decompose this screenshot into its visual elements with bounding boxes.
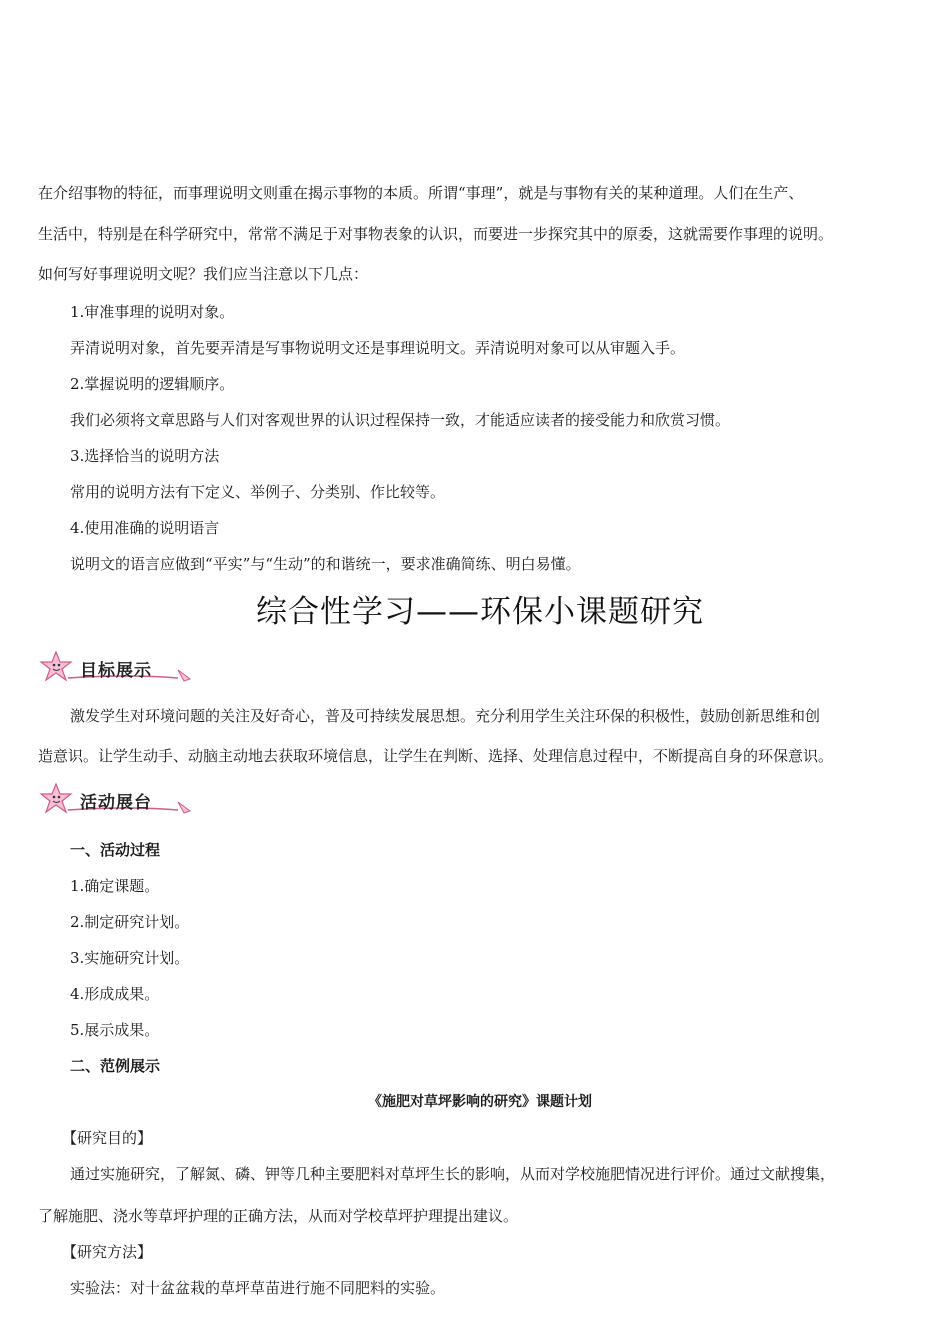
method-label: 【研究方法】 <box>62 1243 153 1261</box>
point-2-body: 我们必须将文章思路与人们对客观世界的认识过程保持一致，才能适应读者的接受能力和欣赏习惯。 <box>70 411 731 429</box>
point-4-heading: 4.使用准确的说明语言 <box>70 519 220 537</box>
plan-title: 《施肥对草坪影响的研究》课题计划 <box>368 1094 592 1110</box>
step-3: 3.实施研究计划。 <box>70 949 190 967</box>
step-4: 4.形成成果。 <box>70 985 160 1003</box>
purpose-line-2: 了解施肥、浇水等草坪护理的正确方法，从而对学校草坪护理提出建议。 <box>38 1207 519 1225</box>
goal-line-2: 造意识。让学生动手、动脑主动地去获取环境信息，让学生在判断、选择、处理信息过程中，不断提高自身的环保意识。 <box>38 747 834 765</box>
method-text: 实验法：对十盆盆栽的草坪草苗进行施不同肥料的实验。 <box>70 1279 446 1297</box>
purpose-label: 【研究目的】 <box>62 1129 153 1147</box>
step-1: 1.确定课题。 <box>70 877 160 895</box>
goal-line-1: 激发学生对环境问题的关注及好奇心，普及可持续发展思想。充分利用学生关注环保的积极性，鼓励创新思维和创 <box>70 707 821 725</box>
point-1-body: 弄清说明对象，首先要弄清是写事物说明文还是事理说明文。弄清说明对象可以从审题入手。 <box>70 339 686 357</box>
point-4-body: 说明文的语言应做到“平实”与“生动”的和谐统一，要求准确简练、明白易懂。 <box>70 555 581 573</box>
point-1-heading: 1.审准事理的说明对象。 <box>70 303 235 321</box>
activity-badge <box>38 780 198 820</box>
point-2-heading: 2.掌握说明的逻辑顺序。 <box>70 375 235 393</box>
step-5: 5.展示成果。 <box>70 1021 160 1039</box>
example-heading: 二、范例展示 <box>70 1057 161 1075</box>
activity-badge-label: 活动展台 <box>80 793 152 813</box>
intro-line-2: 生活中，特别是在科学研究中，常常不满足于对事物表象的认识，而要进一步探究其中的原委，这就需要作事理的说明。 <box>38 225 834 243</box>
goal-badge <box>38 648 198 688</box>
purpose-line-1: 通过实施研究，了解氮、磷、钾等几种主要肥料对草坪生长的影响，从而对学校施肥情况进行评价。通过文献搜集， <box>70 1165 836 1183</box>
point-3-heading: 3.选择恰当的说明方法 <box>70 447 220 465</box>
point-3-body: 常用的说明方法有下定义、举例子、分类别、作比较等。 <box>70 483 446 501</box>
step-2: 2.制定研究计划。 <box>70 913 190 931</box>
intro-line-1: 在介绍事物的特征，而事理说明文则重在揭示事物的本质。所谓“事理”，就是与事物有关的某种道理。人们在生产、 <box>38 184 804 202</box>
goal-badge-label: 目标展示 <box>80 661 152 681</box>
process-heading: 一、活动过程 <box>70 841 161 859</box>
intro-line-3: 如何写好事理说明文呢？我们应当注意以下几点： <box>38 265 369 283</box>
section-title: 综合性学习——环保小课题研究 <box>256 594 704 630</box>
